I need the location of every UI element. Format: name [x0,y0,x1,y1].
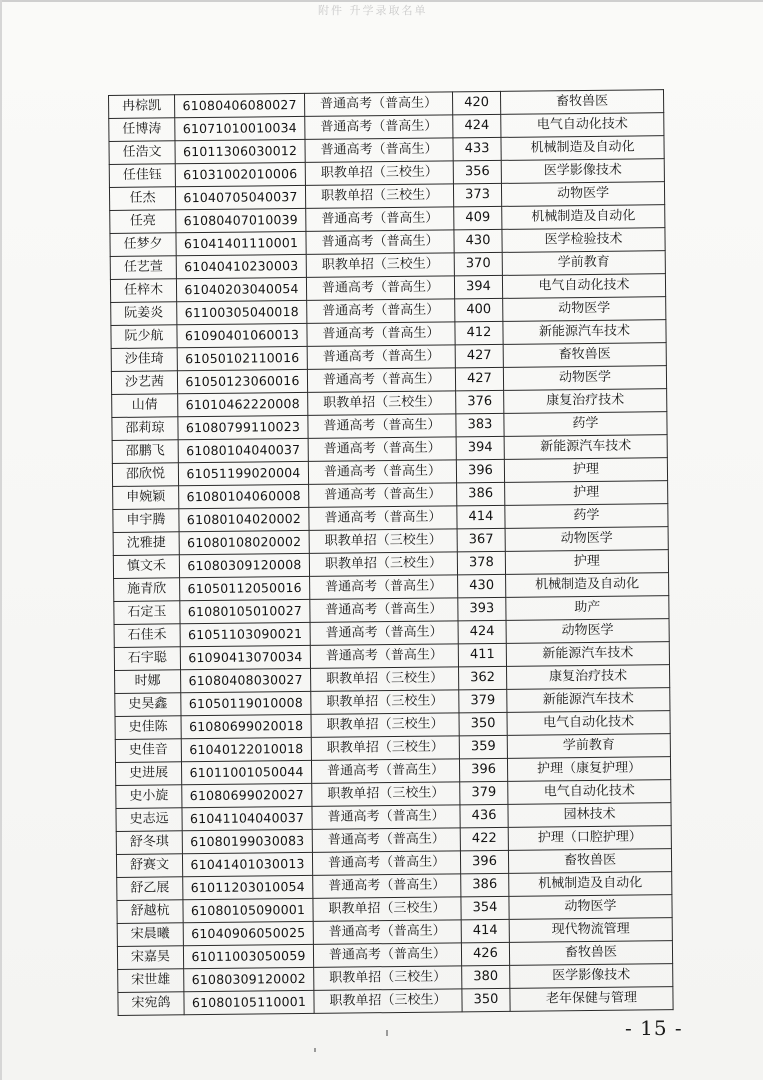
major-cell: 电气自动化技术 [501,113,664,138]
major-cell: 药学 [505,504,668,529]
admission-category-cell: 普通高考（普高生） [311,759,459,784]
major-cell: 护理 [504,458,667,483]
admission-category-cell: 普通高考（普高生） [309,506,457,531]
admission-category-cell: 普通高考（普高生） [307,345,455,370]
exam-id-cell: 61011306030012 [175,139,305,163]
admission-category-cell: 普通高考（普高生） [310,621,458,646]
admission-category-cell: 职教单招（三校生） [311,690,459,715]
student-name-cell: 宋嘉昊 [117,946,183,970]
exam-id-cell: 61040906050025 [183,921,313,945]
score-cell: 354 [461,896,509,920]
student-name-cell: 阮少航 [111,325,177,349]
score-cell: 379 [459,689,507,713]
student-name-cell: 沙佳琦 [111,348,177,372]
admission-table-body [109,90,674,1016]
student-name-cell: 舒越杭 [117,900,183,924]
scan-speck [314,1048,316,1052]
major-cell: 新能源汽车技术 [507,688,670,713]
student-name-cell: 申婉颖 [113,486,179,510]
exam-id-cell: 61080309120002 [184,967,314,991]
exam-id-cell: 61050123060016 [177,369,307,393]
exam-id-cell: 61080199030083 [182,829,312,853]
exam-id-cell: 61050119010008 [181,691,311,715]
admission-table [108,89,674,1016]
score-cell: 373 [453,183,501,207]
major-cell: 康复治疗技术 [507,665,670,690]
score-cell: 426 [461,942,509,966]
student-name-cell: 任博涛 [109,118,175,142]
score-cell: 396 [460,850,508,874]
major-cell: 动物医学 [509,895,672,920]
admission-category-cell: 普通高考（普高生） [312,828,460,853]
student-name-cell: 施青欣 [114,578,180,602]
major-cell: 护理（口腔护理） [508,826,671,851]
admission-category-cell: 普通高考（普高生） [306,276,454,301]
major-cell: 新能源汽车技术 [504,435,667,460]
admission-category-cell: 职教单招（三校生） [309,552,457,577]
score-cell: 386 [461,873,509,897]
admission-category-cell: 普通高考（普高生） [308,437,456,462]
score-cell: 414 [457,505,505,529]
exam-id-cell: 61050112050016 [180,576,310,600]
admission-category-cell: 职教单招（三校生） [308,391,456,416]
admission-category-cell: 普通高考（普高生） [308,414,456,439]
student-name-cell: 任亮 [110,210,176,234]
student-name-cell: 邵欣悦 [112,463,178,487]
score-cell: 414 [461,919,509,943]
student-name-cell: 宋世雄 [118,969,184,993]
major-cell: 畜牧兽医 [500,90,663,115]
admission-category-cell: 职教单招（三校生） [305,161,453,186]
exam-id-cell: 61040410230003 [176,254,306,278]
exam-id-cell: 61010462220008 [178,392,308,416]
exam-id-cell: 61080406080027 [175,93,305,117]
scan-left-edge [0,0,2,1080]
exam-id-cell: 61040705040037 [175,185,305,209]
score-cell: 430 [458,574,506,598]
major-cell: 新能源汽车技术 [506,642,669,667]
student-name-cell: 山倩 [112,394,178,418]
exam-id-cell: 61041401030013 [182,852,312,876]
exam-id-cell: 61080408030027 [181,668,311,692]
major-cell: 电气自动化技术 [507,711,670,736]
score-cell: 430 [454,229,502,253]
major-cell: 畜牧兽医 [509,941,672,966]
admission-category-cell: 普通高考（普高生） [305,138,453,163]
exam-id-cell: 61100305040018 [177,300,307,324]
exam-id-cell: 61080105090001 [183,898,313,922]
student-name-cell: 任佳钰 [109,164,175,188]
score-cell: 356 [453,160,501,184]
student-name-cell: 舒赛文 [116,854,182,878]
major-cell: 电气自动化技术 [502,274,665,299]
major-cell: 畜牧兽医 [508,849,671,874]
exam-id-cell: 61040122010018 [181,737,311,761]
exam-id-cell: 61090413070034 [180,645,310,669]
score-cell: 394 [454,275,502,299]
admission-category-cell: 普通高考（普高生） [307,299,455,324]
major-cell: 医学影像技术 [510,964,673,989]
student-name-cell: 任浩文 [109,141,175,165]
exam-id-cell: 61071010010034 [175,116,305,140]
score-cell: 436 [460,804,508,828]
admission-category-cell: 普通高考（普高生） [305,115,453,140]
score-cell: 427 [455,367,503,391]
major-cell: 机械制造及自动化 [506,573,669,598]
exam-id-cell: 61041401110001 [176,231,306,255]
admission-category-cell: 普通高考（普高生） [307,368,455,393]
score-cell: 400 [455,298,503,322]
admission-category-cell: 职教单招（三校生） [311,667,459,692]
major-cell: 护理 [505,481,668,506]
header-bleed-text: 附件 升学录取名单 [318,4,428,16]
exam-id-cell: 61080799110023 [178,415,308,439]
admission-category-cell: 职教单招（三校生） [312,782,460,807]
major-cell: 护理 [505,550,668,575]
student-name-cell: 石佳禾 [114,624,180,648]
exam-id-cell: 61031002010006 [175,162,305,186]
major-cell: 学前教育 [502,251,665,276]
admission-category-cell: 职教单招（三校生） [314,966,462,991]
student-name-cell: 任艺萱 [110,256,176,280]
page-number: - 15 - [625,1016,683,1040]
score-cell: 379 [460,781,508,805]
exam-id-cell: 61080309120008 [179,553,309,577]
exam-id-cell: 61050102110016 [177,346,307,370]
score-cell: 411 [458,643,506,667]
admission-category-cell: 职教单招（三校生） [306,253,454,278]
student-name-cell: 舒乙展 [117,877,183,901]
major-cell: 助产 [506,596,669,621]
score-cell: 350 [462,988,510,1012]
student-name-cell: 慎文禾 [113,555,179,579]
exam-id-cell: 61080699020027 [182,783,312,807]
major-cell: 新能源汽车技术 [503,320,666,345]
admission-category-cell: 普通高考（普高生） [306,207,454,232]
major-cell: 机械制造及自动化 [502,205,665,230]
admission-category-cell: 职教单招（三校生） [309,529,457,554]
admission-category-cell: 普通高考（普高生） [309,483,457,508]
major-cell: 现代物流管理 [509,918,672,943]
score-cell: 367 [457,528,505,552]
admission-category-cell: 职教单招（三校生） [313,897,461,922]
admission-category-cell: 职教单招（三校生） [311,713,459,738]
major-cell: 园林技术 [508,803,671,828]
score-cell: 359 [459,735,507,759]
major-cell: 动物医学 [503,297,666,322]
exam-id-cell: 61080108020002 [179,530,309,554]
admission-category-cell: 普通高考（普高生） [313,920,461,945]
exam-id-cell: 61080407010039 [176,208,306,232]
student-name-cell: 任梦夕 [110,233,176,257]
student-name-cell: 沙艺茜 [111,371,177,395]
score-cell: 422 [460,827,508,851]
student-name-cell: 时娜 [115,670,181,694]
score-cell: 378 [457,551,505,575]
student-name-cell: 邵莉琼 [112,417,178,441]
admission-category-cell: 普通高考（普高生） [307,322,455,347]
score-cell: 396 [456,459,504,483]
student-name-cell: 申宇腾 [113,509,179,533]
exam-id-cell: 61011203010054 [183,875,313,899]
score-cell: 420 [452,91,500,115]
student-name-cell: 史进展 [115,762,181,786]
admission-category-cell: 普通高考（普高生） [313,943,461,968]
exam-id-cell: 61080104040037 [178,438,308,462]
student-name-cell: 任杰 [109,187,175,211]
student-name-cell: 石宇聪 [114,647,180,671]
exam-id-cell: 61090401060013 [177,323,307,347]
student-name-cell: 宋宛鸽 [118,992,184,1016]
admission-category-cell: 普通高考（普高生） [306,230,454,255]
major-cell: 医学影像技术 [501,159,664,184]
major-cell: 动物医学 [505,527,668,552]
exam-id-cell: 61041104040037 [182,806,312,830]
exam-id-cell: 61040203040054 [176,277,306,301]
major-cell: 老年保健与管理 [510,987,673,1012]
major-cell: 学前教育 [507,734,670,759]
exam-id-cell: 61080104020002 [179,507,309,531]
score-cell: 393 [458,597,506,621]
score-cell: 386 [457,482,505,506]
score-cell: 424 [453,114,501,138]
exam-id-cell: 61080105110001 [184,990,314,1014]
admission-category-cell: 普通高考（普高生） [304,92,452,117]
major-cell: 药学 [504,412,667,437]
exam-id-cell: 61080699020018 [181,714,311,738]
admission-category-cell: 普通高考（普高生） [308,460,456,485]
student-name-cell: 邵鹏飞 [112,440,178,464]
major-cell: 机械制造及自动化 [509,872,672,897]
admission-category-cell: 职教单招（三校生） [305,184,453,209]
score-cell: 412 [455,321,503,345]
admission-category-cell: 普通高考（普高生） [310,598,458,623]
admission-category-cell: 普通高考（普高生） [312,805,460,830]
major-cell: 动物医学 [506,619,669,644]
score-cell: 409 [454,206,502,230]
score-cell: 396 [459,758,507,782]
exam-id-cell: 61080105010027 [180,599,310,623]
scan-speck [386,1030,388,1036]
exam-id-cell: 61051199020004 [178,461,308,485]
score-cell: 433 [453,137,501,161]
admission-category-cell: 普通高考（普高生） [310,644,458,669]
score-cell: 380 [462,965,510,989]
exam-id-cell: 61080104060008 [179,484,309,508]
major-cell: 动物医学 [503,366,666,391]
student-name-cell: 史小旋 [116,785,182,809]
admission-category-cell: 普通高考（普高生） [313,874,461,899]
admission-category-cell: 普通高考（普高生） [312,851,460,876]
score-cell: 424 [458,620,506,644]
student-name-cell: 史志远 [116,808,182,832]
student-name-cell: 石定玉 [114,601,180,625]
score-cell: 370 [454,252,502,276]
exam-id-cell: 61011003050059 [183,944,313,968]
score-cell: 394 [456,436,504,460]
major-cell: 康复治疗技术 [504,389,667,414]
student-name-cell: 舒冬琪 [116,831,182,855]
score-cell: 383 [456,413,504,437]
exam-id-cell: 61051103090021 [180,622,310,646]
student-name-cell: 宋晨曦 [117,923,183,947]
student-name-cell: 史佳陈 [115,716,181,740]
admission-category-cell: 普通高考（普高生） [310,575,458,600]
score-cell: 427 [455,344,503,368]
score-cell: 376 [456,390,504,414]
student-name-cell: 冉棕凯 [109,95,175,119]
student-name-cell: 任梓木 [110,279,176,303]
major-cell: 电气自动化技术 [508,780,671,805]
admission-category-cell: 职教单招（三校生） [314,989,462,1014]
major-cell: 机械制造及自动化 [501,136,664,161]
exam-id-cell: 61011001050044 [181,760,311,784]
student-name-cell: 史昊鑫 [115,693,181,717]
major-cell: 动物医学 [501,182,664,207]
table-row [118,987,673,1016]
major-cell: 医学检验技术 [502,228,665,253]
score-cell: 350 [459,712,507,736]
student-name-cell: 阮姜炎 [111,302,177,326]
score-cell: 362 [459,666,507,690]
admission-table-wrap [108,89,673,1016]
major-cell: 畜牧兽医 [503,343,666,368]
student-name-cell: 史佳音 [115,739,181,763]
admission-category-cell: 职教单招（三校生） [311,736,459,761]
major-cell: 护理（康复护理） [507,757,670,782]
student-name-cell: 沈雅捷 [113,532,179,556]
